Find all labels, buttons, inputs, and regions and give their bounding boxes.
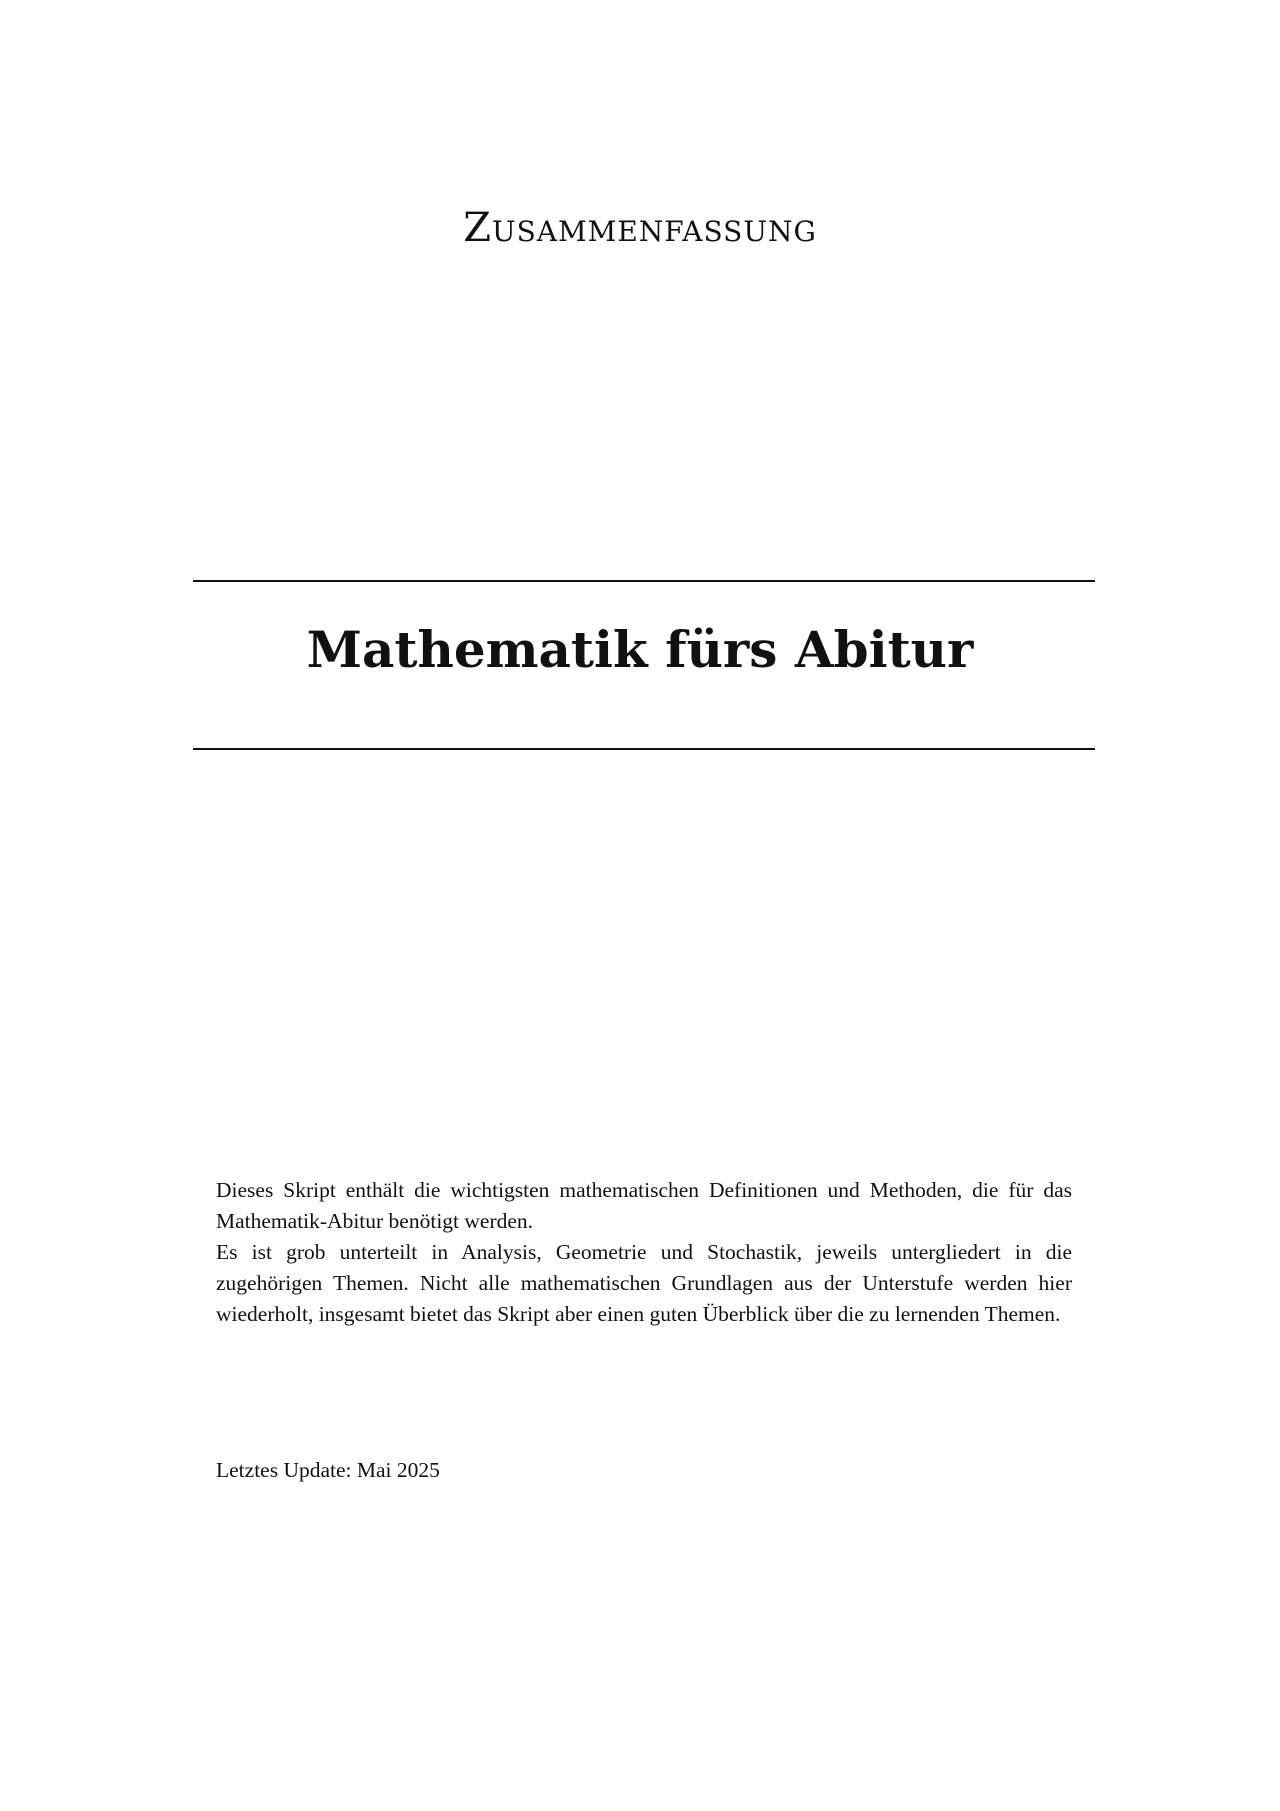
document-title: Mathematik fürs Abitur bbox=[306, 620, 974, 679]
abstract-paragraph-1: Dieses Skript enthält die wichtigsten mathematischen Definitionen und Methoden, die für das Mathematik-Abitur benötigt werden. bbox=[216, 1178, 1072, 1233]
title-rule-bottom bbox=[193, 748, 1095, 750]
title-rule-top bbox=[193, 580, 1095, 582]
abstract bbox=[216, 1175, 1072, 1330]
document-subtitle: Zusammenfassung bbox=[463, 205, 817, 251]
abstract-paragraph-2: Es ist grob unterteilt in Analysis, Geometrie und Stochastik, jeweils untergliedert in die zugehörigen Themen. Nicht alle mathematischen Grundlagen aus der Unterstufe werden hier wiederholt, insgesamt bietet das Skript aber einen guten Überblick über die zu lernenden Themen. bbox=[216, 1240, 1072, 1326]
last-update: Letztes Update: Mai 2025 bbox=[216, 1458, 440, 1482]
